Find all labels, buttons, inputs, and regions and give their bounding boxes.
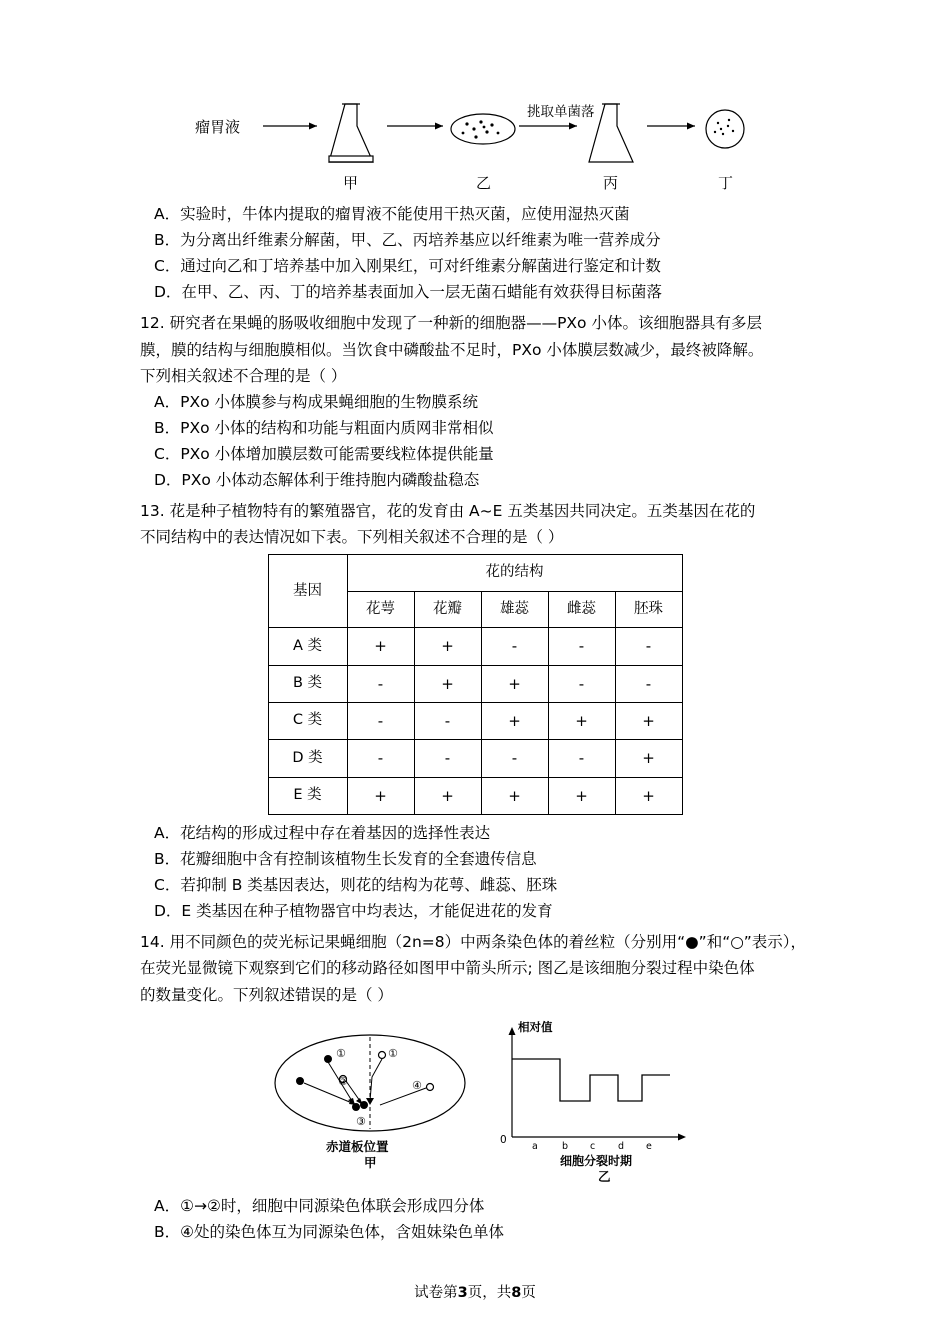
table-col-4: 胚珠 (615, 591, 682, 627)
q11-option-a: A．实验时，牛体内提取的瘤胃液不能使用干热灭菌，应使用湿热灭菌 (154, 205, 630, 223)
q14-option-b: B．④处的染色体互为同源染色体，含姐妹染色单体 (154, 1222, 505, 1241)
cell-label-1a: ① (336, 1046, 346, 1060)
table-row (268, 665, 682, 702)
table-cell-1-3: - (548, 665, 615, 702)
table-row (268, 777, 682, 814)
table-col-0: 花萼 (347, 591, 414, 627)
table-cell-2-3: + (548, 702, 615, 739)
chart-y-label: 相对值 (518, 1019, 553, 1034)
table-cell-2-4: + (615, 702, 682, 739)
cell-label-3: ③ (356, 1114, 366, 1128)
q14-option-a: A．①→②时，细胞中同源染色体联会形成四分体 (154, 1196, 485, 1215)
table-cell-1-0: - (347, 665, 414, 702)
page-footer (0, 1281, 950, 1302)
table-cell-2-1: - (414, 702, 481, 739)
q13-option-c: C．若抑制 B 类基因表达，则花的结构为花萼、雌蕊、胚珠 (154, 876, 558, 895)
table-cell-2-0: - (347, 702, 414, 739)
q12-stem-line1: 12. 研究者在果蝇的肠吸收细胞中发现了一种新的细胞器——PXo 小体。该细胞器具有多层 (140, 314, 762, 333)
q12-option-b: B．PXo 小体的结构和功能与粗面内质网非常相似 (154, 418, 494, 437)
q13-option-b: B．花瓣细胞中含有控制该植物生长发育的全套遗传信息 (154, 849, 537, 868)
table-col-2: 雄蕊 (481, 591, 548, 627)
table-cell-0-3: - (548, 628, 615, 665)
figure-cell-division (260, 1015, 690, 1190)
table-row-label-2: C 类 (268, 702, 347, 739)
figure-rumen-flow-wrap (140, 96, 810, 202)
table-cell-0-0: + (347, 628, 414, 665)
q12-option-a: A．PXo 小体膜参与构成果蝇细胞的生物膜系统 (154, 392, 478, 411)
q12-option-d: D．PXo 小体动态解体利于维持胞内磷酸盐稳态 (154, 471, 480, 490)
q14-stem-line2: 在荧光显微镜下观察到它们的移动路径如图甲中箭头所示; 图乙是该细胞分裂过程中染色体 (140, 959, 755, 978)
cell-label-4: ④ (412, 1078, 422, 1092)
table-cell-3-0: - (347, 740, 414, 777)
q13-stem-line2: 不同结构中的表达情况如下表。下列相关叙述不合理的是（ ） (140, 528, 564, 547)
footer-total-pages: 8 (511, 1285, 522, 1301)
q12-option-c: C．PXo 小体增加膜层数可能需要线粒体提供能量 (154, 444, 494, 463)
footer-suffix: 页 (521, 1285, 536, 1301)
cell-label-2: ② (338, 1074, 348, 1088)
table-cell-1-4: - (615, 665, 682, 702)
footer-middle: 页，共 (467, 1285, 512, 1301)
table-col-3: 雌蕊 (548, 591, 615, 627)
table-cell-4-3: + (548, 777, 615, 814)
q11-option-d: D．在甲、乙、丙、丁的培养基表面加入一层无菌石蜡能有效获得目标菌落 (154, 283, 662, 302)
figure-item-jia: 甲 (343, 174, 359, 192)
equator-label: 赤道板位置 (326, 1138, 389, 1154)
table-col-1: 花瓣 (414, 591, 481, 627)
figure-rumen-flow (195, 96, 755, 196)
table-row-label-0: A 类 (268, 628, 347, 665)
table-cell-3-2: - (481, 740, 548, 777)
table-cell-4-2: + (481, 777, 548, 814)
gene-expression-table (268, 554, 683, 814)
table-row-label-4: E 类 (268, 777, 347, 814)
figure-item-yi: 乙 (476, 174, 492, 192)
table-cell-0-2: - (481, 628, 548, 665)
table-cell-1-1: + (414, 665, 481, 702)
chart-tick-e: e (646, 1140, 652, 1152)
figure-cell-division-wrap (140, 1009, 810, 1194)
chart-tick-a: a (532, 1140, 538, 1152)
chart-x-label: 细胞分裂时期 (560, 1153, 633, 1168)
footer-prefix: 试卷第 (414, 1285, 458, 1301)
q13-stem-line1: 13. 花是种子植物特有的繁殖器官，花的发育由 A~E 五类基因共同决定。五类基因在花的 (140, 502, 756, 521)
table-row-label-1: B 类 (268, 665, 347, 702)
figure-item-ding: 丁 (718, 174, 734, 192)
q11-option-b: B．为分离出纤维素分解菌，甲、乙、丙培养基应以纤维素为唯一营养成分 (154, 231, 661, 250)
figure-item-bing: 丙 (603, 174, 619, 192)
table-cell-3-1: - (414, 740, 481, 777)
q14-stem-line3: 的数量变化。下列叙述错误的是（ ） (140, 985, 393, 1004)
table-row-label-3: D 类 (268, 740, 347, 777)
q13-option-d: D．E 类基因在种子植物器官中均表达，才能促进花的发育 (154, 902, 553, 921)
table-cell-0-1: + (414, 628, 481, 665)
table-row (268, 740, 682, 777)
table-cell-4-0: + (347, 777, 414, 814)
table-cell-4-4: + (615, 777, 682, 814)
table-cell-2-2: + (481, 702, 548, 739)
figure-start-label: 瘤胃液 (195, 118, 241, 136)
chart-origin: 0 (500, 1133, 507, 1146)
table-corner-label: 基因 (268, 555, 347, 628)
footer-page-number: 3 (457, 1285, 468, 1301)
q13-option-a: A．花结构的形成过程中存在着基因的选择性表达 (154, 823, 491, 842)
gene-expression-table-wrap (140, 554, 810, 814)
table-cell-3-3: - (548, 740, 615, 777)
table-row (268, 702, 682, 739)
table-row (268, 628, 682, 665)
figure-arrow-label: 挑取单菌落 (527, 104, 595, 120)
cell-label-1b: ① (388, 1046, 398, 1060)
chart-tick-b: b (562, 1140, 569, 1152)
table-cell-0-4: - (615, 628, 682, 665)
table-cell-3-4: + (615, 740, 682, 777)
q12-stem-line2: 膜，膜的结构与细胞膜相似。当饮食中磷酸盐不足时，PXo 小体膜层数减少，最终被降解。 (140, 340, 764, 359)
q12-stem-line3: 下列相关叙述不合理的是（ ） (140, 366, 347, 385)
chart-tick-d: d (618, 1140, 625, 1152)
q14-stem-line1: 14. 用不同颜色的荧光标记果蝇细胞（2n=8）中两条染色体的着丝粒（分别用“●”和“○”表示）， (140, 933, 807, 952)
table-group-header: 花的结构 (347, 555, 682, 591)
table-cell-1-2: + (481, 665, 548, 702)
panel-a-label: 甲 (364, 1154, 377, 1170)
chart-tick-c: c (590, 1140, 596, 1152)
panel-b-label: 乙 (598, 1168, 611, 1184)
table-cell-4-1: + (414, 777, 481, 814)
q11-option-c: C．通过向乙和丁培养基中加入刚果红，可对纤维素分解菌进行鉴定和计数 (154, 257, 661, 276)
page-content (140, 0, 810, 1245)
